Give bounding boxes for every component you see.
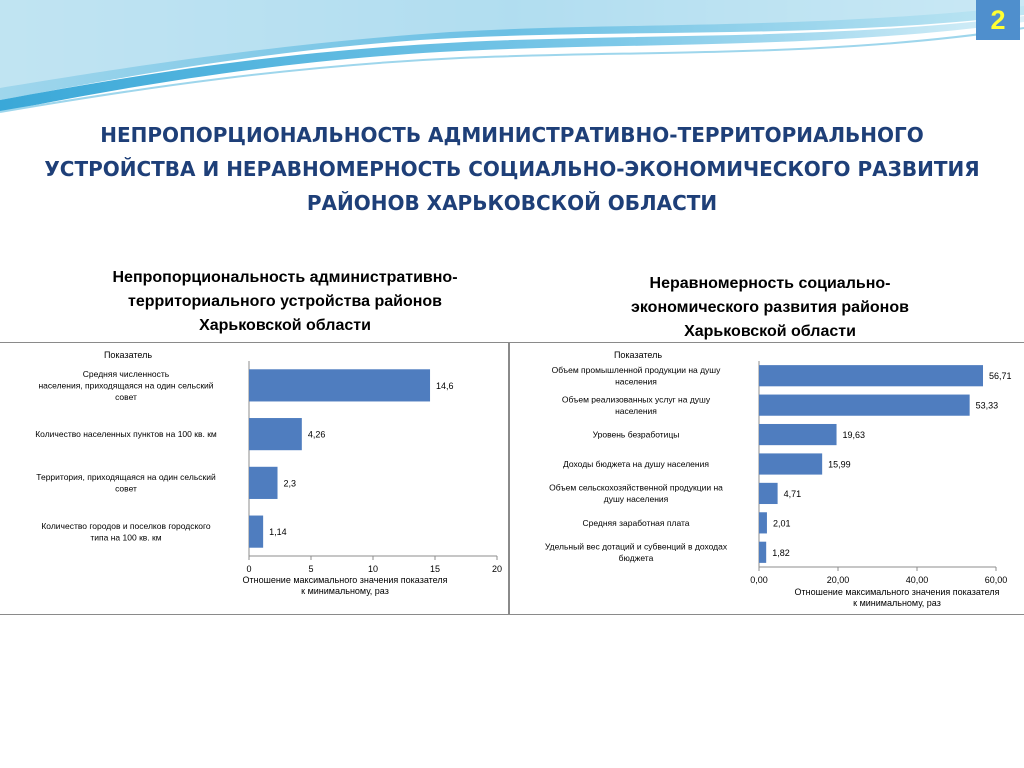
left-x-tick-label: 10 — [367, 564, 379, 574]
right-category-label: Объем реализованных услуг на душу — [561, 394, 711, 405]
right-category-label: Средняя заработная плата — [582, 517, 690, 528]
right-category-label: Уровень безработицы — [592, 429, 680, 440]
right-data-label: 2,01 — [772, 518, 791, 529]
right-data-label: 15,99 — [828, 459, 851, 470]
left-x-axis-label: к минимальному, раз — [301, 586, 389, 596]
left-category-label: совет — [115, 483, 137, 494]
right-category-label: душу населения — [603, 494, 669, 505]
slide-number-badge: 2 — [976, 0, 1020, 40]
left-data-label: 1,14 — [269, 527, 287, 538]
left-category-label: совет — [115, 391, 137, 402]
right-chart-heading — [580, 272, 960, 344]
right-data-label: 56,71 — [989, 371, 1012, 382]
left-heading-line: Харьковской области — [199, 317, 371, 334]
right-heading-line: Неравномерность социально- — [649, 275, 891, 292]
left-chart-frame — [0, 342, 509, 615]
right-category-label: Удельный вес дотаций и субвенций в доходах — [544, 541, 728, 552]
right-category-label: населения — [615, 376, 657, 387]
right-bar — [759, 512, 767, 533]
left-category-header: Показатель — [103, 350, 153, 360]
right-bar — [759, 453, 822, 474]
left-x-tick-label: 20 — [491, 564, 503, 574]
right-category-header: Показатель — [613, 350, 663, 360]
left-data-label: 14,6 — [436, 380, 454, 391]
left-category-label: Количество городов и поселков городского — [41, 520, 211, 531]
right-data-label: 1,82 — [772, 547, 790, 558]
left-category-label: Средняя численность — [82, 368, 170, 379]
left-bar — [249, 516, 263, 548]
left-category-label: Количество населенных пунктов на 100 кв. км — [35, 429, 217, 440]
left-category-label: населения, приходящаяся на один сельский — [38, 380, 214, 391]
page-title-line: НЕПРОПОРЦИОНАЛЬНОСТЬ АДМИНИСТРАТИВНО-ТЕРРИТОРИАЛЬНОГО — [100, 123, 924, 147]
left-bar — [249, 467, 278, 499]
right-bar — [759, 424, 837, 445]
left-bar-chart — [0, 343, 508, 614]
left-x-tick-label: 15 — [429, 564, 441, 574]
right-category-label: Доходы бюджета на душу населения — [563, 459, 709, 469]
right-x-axis-label: Отношение максимального значения показателя — [794, 587, 1000, 597]
right-bar — [759, 483, 778, 504]
page-title — [0, 118, 1024, 220]
right-bar — [759, 365, 983, 386]
left-x-axis-label: Отношение максимального значения показателя — [242, 575, 448, 585]
left-x-tick-label: 5 — [308, 564, 314, 574]
page-title-line: УСТРОЙСТВА И НЕРАВНОМЕРНОСТЬ СОЦИАЛЬНО-ЭКОНОМИЧЕСКОГО РАЗВИТИЯ — [44, 157, 980, 181]
right-bar — [759, 395, 970, 416]
left-chart-heading — [50, 266, 520, 338]
left-bar — [249, 418, 302, 450]
right-category-label: Объем промышленной продукции на душу — [551, 364, 721, 375]
left-category-label: Территория, приходящаяся на один сельский — [36, 472, 216, 483]
left-heading-line: территориального устройства районов — [127, 293, 442, 310]
right-data-label: 4,71 — [783, 488, 802, 499]
left-heading-line: Непропорциональность административно- — [112, 269, 458, 286]
left-data-label: 2,3 — [283, 478, 297, 489]
left-x-tick-label: 0 — [246, 564, 252, 574]
right-bar — [759, 542, 766, 563]
right-heading-line: экономического развития районов — [631, 299, 909, 316]
right-x-tick-label: 20,00 — [826, 575, 850, 585]
left-category-label: типа на 100 кв. км — [90, 532, 162, 543]
right-x-tick-label: 60,00 — [984, 575, 1008, 585]
right-x-tick-label: 0,00 — [750, 575, 768, 585]
right-x-tick-label: 40,00 — [905, 575, 929, 585]
right-heading-line: Харьковской области — [684, 323, 856, 340]
right-category-label: населения — [615, 405, 657, 416]
right-category-label: Объем сельскохозяйственной продукции на — [549, 482, 723, 493]
header-wave-decoration — [0, 0, 1024, 130]
right-chart-frame — [509, 342, 1024, 615]
right-data-label: 53,33 — [975, 400, 999, 411]
right-bar-chart — [510, 343, 1024, 614]
left-bar — [249, 369, 430, 401]
left-data-label: 4,26 — [307, 429, 326, 440]
right-x-axis-label: к минимальному, раз — [853, 598, 941, 608]
right-data-label: 19,63 — [842, 430, 866, 441]
right-category-label: бюджета — [618, 553, 654, 564]
page-title-line: РАЙОНОВ ХАРЬКОВСКОЙ ОБЛАСТИ — [306, 191, 718, 215]
